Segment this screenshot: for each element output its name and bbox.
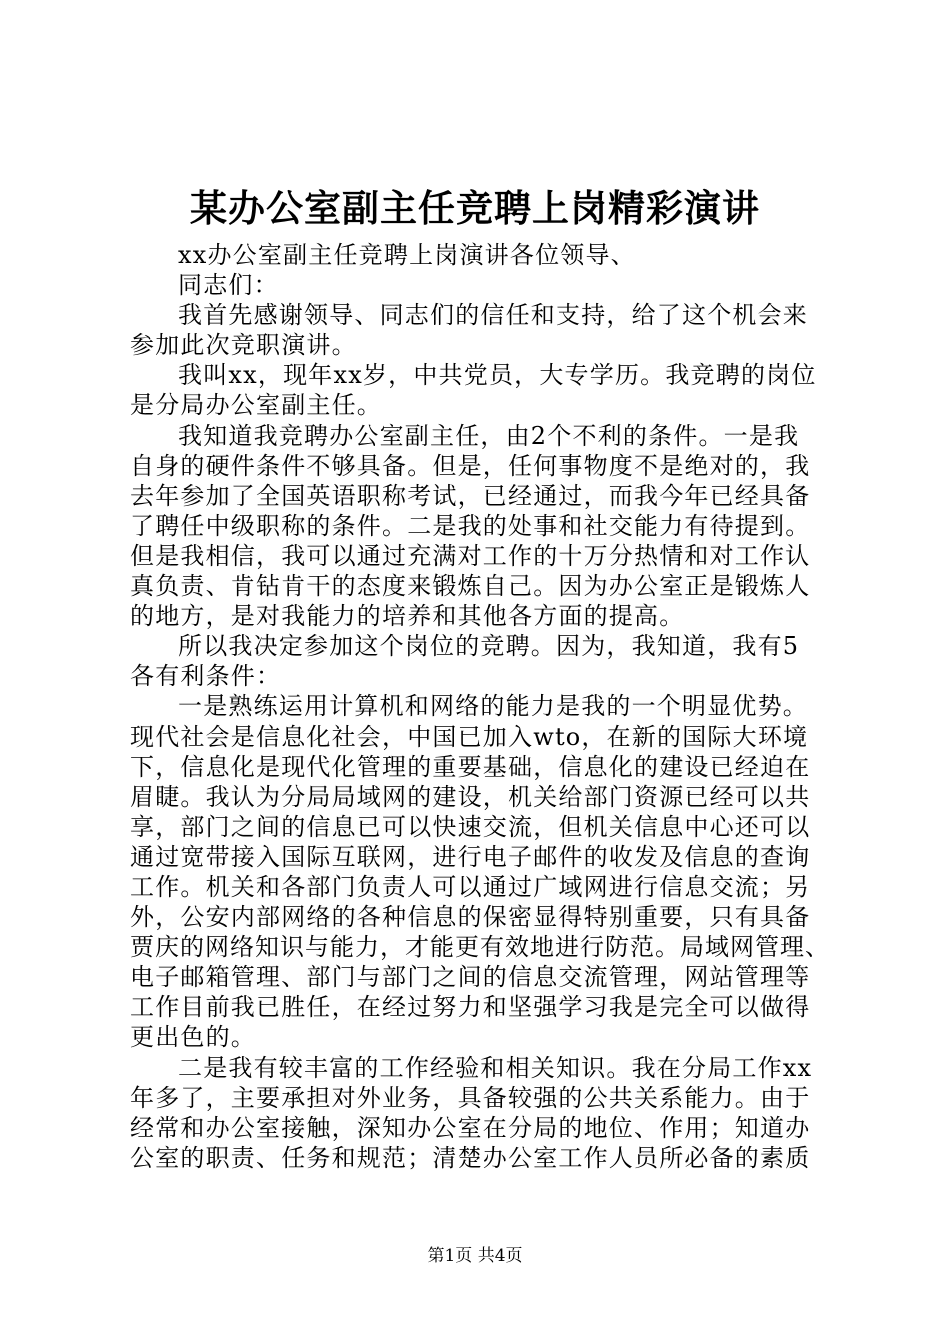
body-text-line: 更出色的。 [130,1023,256,1052]
body-text-line: 去年参加了全国英语职称考试，已经通过，而我今年已经具备 [130,481,811,510]
body-text-line: 我叫xx，现年xx岁，中共党员，大专学历。我竞聘的岗位 [178,361,817,390]
body-text-line: 工作目前我已胜任，在经过努力和坚强学习我是完全可以做得 [130,993,811,1022]
body-text-line: 真负责、肯钻肯干的态度来锻炼自己。因为办公室正是锻炼人 [130,572,811,601]
body-text-line: 的地方，是对我能力的培养和其他各方面的提高。 [130,602,685,631]
body-text-line: 贾庆的网络知识与能力，才能更有效地进行防范。局域网管理、 [130,933,830,962]
body-text-line: 下，信息化是现代化管理的重要基础，信息化的建设已经迫在 [130,752,811,781]
body-text-line: 但是我相信，我可以通过充满对工作的十万分热情和对工作认 [130,541,811,570]
body-text-line: 年多了，主要承担对外业务，具备较强的公共关系能力。由于 [130,1083,811,1112]
body-text-line: 参加此次竞职演讲。 [130,331,357,360]
body-text-line: xx办公室副主任竞聘上岗演讲各位领导、 [178,241,636,269]
body-text-line: 公室的职责、任务和规范；清楚办公室工作人员所必备的素质 [130,1143,811,1172]
body-text-line: 经常和办公室接触，深知办公室在分局的地位、作用；知道办 [130,1113,811,1142]
body-text-line: 现代社会是信息化社会，中国已加入wto，在新的国际大环境 [130,722,809,751]
body-text-line: 同志们： [178,271,279,300]
body-text-line: 所以我决定参加这个岗位的竞聘。因为，我知道，我有5 [178,632,800,661]
body-text-line: 通过宽带接入国际互联网，进行电子邮件的收发及信息的查询 [130,842,811,871]
body-text-line: 是分局办公室副主任。 [130,391,382,420]
body-text-line: 一是熟练运用计算机和网络的能力是我的一个明显优势。 [178,692,808,721]
body-text-line: 我知道我竞聘办公室副主任，由2个不利的条件。一是我 [178,421,800,450]
body-text-line: 各有利条件： [130,662,282,691]
body-text-line: 我首先感谢领导、同志们的信任和支持，给了这个机会来 [178,301,808,330]
body-text-line: 了聘任中级职称的条件。二是我的处事和社交能力有待提到。 [130,511,811,540]
body-text-line: 享，部门之间的信息已可以快速交流，但机关信息中心还可以 [130,812,811,841]
document-body [130,240,830,1173]
body-text-line: 外，公安内部网络的各种信息的保密显得特别重要，只有具备 [130,903,811,932]
body-text-line: 眉睫。我认为分局局域网的建设，机关给部门资源已经可以共 [130,782,811,811]
body-text-line: 电子邮箱管理、部门与部门之间的信息交流管理，网站管理等 [130,963,811,992]
document-title: 某办公室副主任竞聘上岗精彩演讲 [190,186,760,230]
body-text-line: 自身的硬件条件不够具备。但是，任何事物度不是绝对的，我 [130,451,811,480]
body-text-line: 工作。机关和各部门负责人可以通过广域网进行信息交流；另 [130,872,811,901]
body-text-line: 二是我有较丰富的工作经验和相关知识。我在分局工作xx [178,1053,813,1082]
page-number-footer: 第1页 共4页 [427,1246,523,1266]
